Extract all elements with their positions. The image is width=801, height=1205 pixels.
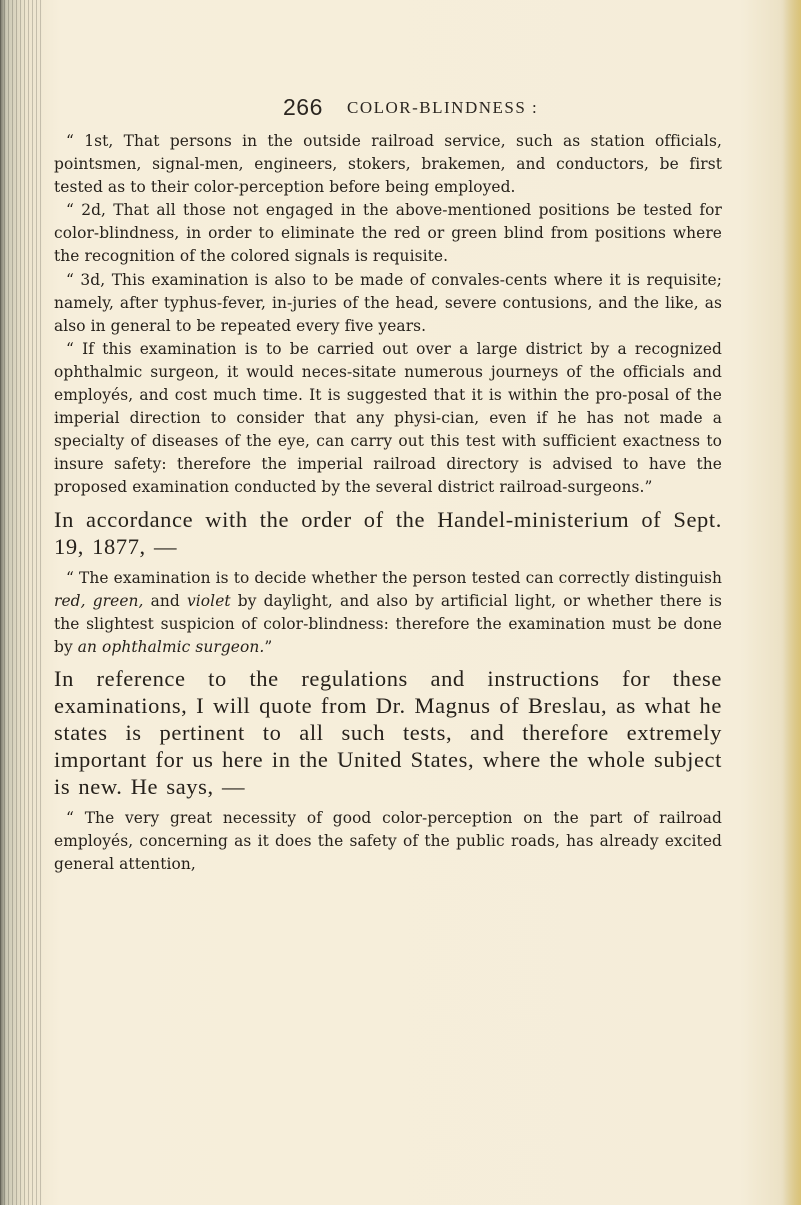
book-spine-shadow	[0, 0, 42, 1205]
emphasis-green: green,	[92, 591, 144, 610]
page-number: 266	[283, 94, 323, 120]
quote-space	[86, 592, 93, 610]
quote-text-middle: by daylight, and also by artificial light, or whether there is the slightest suspicion of color-blindness: therefore the examination must be done by	[54, 591, 722, 656]
quote-and: and	[143, 591, 187, 610]
paragraph-magnus-quote: “ The very great necessity of good color-perception on the part of railroad employés, concerning as it does the safety of the public roads, has already excited general attention,	[54, 808, 722, 874]
quote-text-start: “ The examination is to decide whether the person tested can correctly distinguish	[66, 568, 722, 587]
page-header	[283, 94, 683, 124]
page-edge	[783, 0, 801, 1205]
paragraph-handelministerium: In accordance with the order of the Handel-ministerium of Sept. 19, 1877, —	[54, 506, 722, 559]
emphasis-red: red,	[54, 591, 86, 610]
paragraph-first-rule: “ 1st, That persons in the outside railroad service, such as station officials, pointsmen, signal-men, engineers, stokers, brakemen, and conductors, be first tested as to their color-perception before being employed.	[54, 132, 722, 197]
page-body	[54, 130, 722, 876]
paragraph-examination-quote	[54, 567, 722, 659]
paragraph-magnus-intro: In reference to the regulations and instructions for these examinations, I will quote from Dr. Magnus of Breslau, as what he states is pertinent to all such tests, and therefore extremely important for us here in the United States, where the whole subject is new. He says, —	[54, 665, 722, 799]
quote-close: ”	[264, 637, 273, 656]
paragraph-second-rule: “ 2d, That all those not engaged in the above-mentioned positions be tested for color-blindness, in order to eliminate the red or green blind from positions where the recognition of the colored signals is requisite.	[54, 201, 722, 266]
paragraph-district-surgeons: “ If this examination is to be carried out over a large district by a recognized ophthalmic surgeon, it would neces-sitate numerous journeys of the officials and employés, and cost much time. It is suggested that it is within the pro-posal of the imperial direction to consider that any physi-cian, even if he has not made a specialty of diseases of the eye, can carry out this test with sufficient exactness to insure safety: therefore the imperial railroad directory is advised to have the proposed examination conducted by the several district railroad-surgeons.”	[54, 339, 722, 497]
emphasis-surgeon: an ophthalmic surgeon.	[77, 637, 265, 656]
paragraph-third-rule: “ 3d, This examination is also to be made of convales-cents where it is requisite; namely, after typhus-fever, in-juries of the head, severe contusions, and the like, as also in general to be repeated every five years.	[54, 270, 722, 335]
running-head: COLOR-BLINDNESS :	[347, 98, 539, 117]
emphasis-violet: violet	[186, 591, 231, 610]
